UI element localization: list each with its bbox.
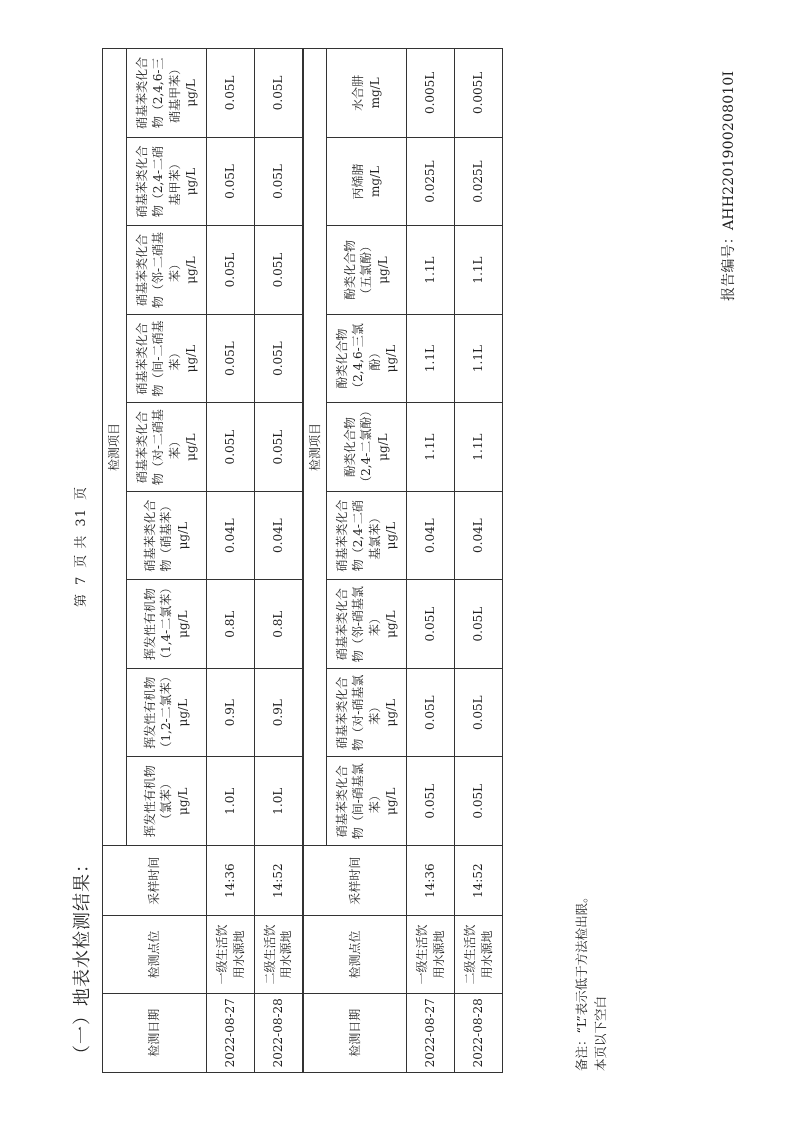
- table-row: [207, 49, 255, 1073]
- param-unit: mg/L: [367, 77, 382, 109]
- row-value: 0.04L: [255, 491, 303, 580]
- row-value: 0.05L: [207, 403, 255, 492]
- param-header: [127, 668, 207, 757]
- page-number: [70, 482, 89, 611]
- param-header: [127, 757, 207, 846]
- param-header: [327, 580, 407, 669]
- row-value: 0.04L: [207, 491, 255, 580]
- row-value: 0.05L: [255, 226, 303, 315]
- row-time: 14:52: [455, 845, 503, 915]
- param-header: [127, 491, 207, 580]
- row-value: 1.0L: [255, 757, 303, 846]
- param-name: 挥发性有机物（1,4-二氯苯）: [143, 581, 174, 665]
- param-unit: μg/L: [375, 256, 390, 284]
- page-suffix: 页: [74, 486, 89, 501]
- row-value: 0.05L: [207, 226, 255, 315]
- row-time: 14:36: [407, 845, 455, 915]
- param-name: 丙烯腈: [351, 163, 366, 200]
- param-header: [327, 226, 407, 315]
- param-header: [127, 314, 207, 403]
- row-value: 0.05L: [207, 137, 255, 226]
- param-header: [127, 49, 207, 138]
- row-value: 0.04L: [407, 491, 455, 580]
- param-unit: μg/L: [175, 521, 190, 550]
- row-date: 2022-08-28: [455, 993, 503, 1072]
- param-header: [327, 757, 407, 846]
- param-header: [327, 314, 407, 403]
- param-unit: μg/L: [175, 610, 190, 638]
- row-value: 0.025L: [455, 137, 503, 226]
- row-value: 0.05L: [255, 137, 303, 226]
- row-value: 0.8L: [255, 580, 303, 669]
- param-name: 硝基苯类化合物（2,4-二硝基氯苯）: [335, 499, 382, 572]
- row-date: 2022-08-27: [207, 993, 255, 1072]
- row-time: 14:52: [255, 845, 303, 915]
- param-unit: μg/L: [183, 433, 198, 461]
- param-name: 硝基苯类化合物（邻-二硝基苯）: [135, 232, 182, 309]
- param-unit: μg/L: [183, 167, 198, 196]
- page-current: 7: [74, 575, 89, 585]
- header-time: 采样时间: [303, 845, 407, 915]
- row-value: 0.05L: [407, 757, 455, 846]
- row-value: 0.05L: [455, 757, 503, 846]
- row-site: 二级生活饮用水源地: [255, 916, 303, 993]
- param-unit: μg/L: [183, 256, 198, 284]
- param-name: 硝基苯类化合物（2,4-二硝基甲苯）: [135, 145, 182, 218]
- param-name: 硝基苯类化合物（邻-硝基氯苯）: [335, 586, 382, 663]
- param-header: [127, 403, 207, 492]
- row-date: 2022-08-28: [255, 993, 303, 1072]
- param-unit: μg/L: [375, 433, 390, 461]
- row-value: 0.05L: [207, 49, 255, 138]
- row-value: 0.05L: [255, 49, 303, 138]
- header-items: 检测项目: [103, 49, 127, 846]
- param-header: [327, 49, 407, 138]
- param-name: 硝基苯类化合物（对-硝基氯苯）: [335, 674, 382, 751]
- row-value: 1.0L: [207, 757, 255, 846]
- row-value: 0.05L: [207, 314, 255, 403]
- page-mid: 页 共: [74, 534, 89, 568]
- param-name: 酚类化合物（2,4,6-三氯酚）: [335, 323, 382, 394]
- param-name: 挥发性有机物（氯苯）: [143, 765, 174, 838]
- param-header: [127, 580, 207, 669]
- results-table: [102, 48, 503, 1073]
- row-value: 1.1L: [407, 314, 455, 403]
- row-value: 1.1L: [455, 314, 503, 403]
- param-name: 酚类化合物（2,4-二氯酚）: [343, 404, 374, 488]
- note-limit: 备注：“L”表示低于方法检出限。: [574, 890, 589, 1071]
- row-value: 0.05L: [407, 668, 455, 757]
- param-header: [327, 491, 407, 580]
- note-blank: 本页以下空白: [593, 995, 609, 1071]
- param-header: [127, 137, 207, 226]
- row-value: 0.005L: [407, 49, 455, 138]
- row-site: 二级生活饮用水源地: [455, 916, 503, 993]
- row-value: 0.025L: [407, 137, 455, 226]
- param-header: [327, 668, 407, 757]
- notes: [572, 61, 611, 1071]
- section-title: （一）地表水检测结果：: [72, 854, 93, 1063]
- row-value: 0.05L: [255, 314, 303, 403]
- param-name: 硝基苯类化合物（间-硝基氯苯）: [335, 763, 382, 840]
- param-name: 硝基苯类化合物（对-二硝基苯）: [135, 409, 182, 486]
- param-unit: μg/L: [383, 698, 398, 727]
- table-row: [455, 49, 503, 1073]
- param-unit: μg/L: [175, 698, 190, 727]
- page-prefix: 第: [74, 592, 89, 607]
- row-value: 0.9L: [207, 668, 255, 757]
- header-site: 检测点位: [303, 916, 407, 993]
- row-value: 1.1L: [407, 403, 455, 492]
- param-name: 硝基苯类化合物（2,4,6-三硝基甲苯）: [135, 56, 182, 129]
- param-unit: μg/L: [383, 787, 398, 815]
- report-number: 报告编号：AHH2201900208010I: [721, 70, 737, 301]
- row-value: 1.1L: [407, 226, 455, 315]
- row-value: 0.9L: [255, 668, 303, 757]
- row-value: 1.1L: [455, 226, 503, 315]
- row-site: 一级生活饮用水源地: [207, 916, 255, 993]
- row-date: 2022-08-27: [407, 993, 455, 1072]
- row-value: 0.05L: [407, 580, 455, 669]
- param-name: 水合肼: [351, 74, 366, 111]
- param-name: 硝基苯类化合物（硝基苯）: [143, 499, 174, 572]
- row-value: 1.1L: [455, 403, 503, 492]
- header-site: 检测点位: [103, 916, 207, 993]
- row-value: 0.05L: [255, 403, 303, 492]
- row-value: 0.005L: [455, 49, 503, 138]
- param-unit: mg/L: [367, 165, 382, 198]
- group-title-row: [103, 49, 127, 1073]
- page-total: 31: [74, 508, 89, 527]
- row-value: 0.05L: [455, 580, 503, 669]
- row-site: 一级生活饮用水源地: [407, 916, 455, 993]
- param-unit: μg/L: [183, 79, 198, 107]
- group-title-row: [303, 49, 327, 1073]
- table-row: [407, 49, 455, 1073]
- row-value: 0.05L: [455, 668, 503, 757]
- param-unit: μg/L: [383, 344, 398, 373]
- header-date: 检测日期: [303, 993, 407, 1072]
- param-unit: μg/L: [175, 787, 190, 815]
- param-name: 挥发性有机物（1,2-二氯苯）: [143, 670, 174, 754]
- header-time: 采样时间: [103, 845, 207, 915]
- param-unit: μg/L: [383, 521, 398, 550]
- row-value: 0.8L: [207, 580, 255, 669]
- param-name: 硝基苯类化合物（间-二硝基苯）: [135, 320, 182, 397]
- param-header: [127, 226, 207, 315]
- header-date: 检测日期: [103, 993, 207, 1072]
- param-name: 酚类化合物（五氯酚）: [343, 240, 374, 301]
- table-row: [255, 49, 303, 1073]
- header-items: 检测项目: [303, 49, 327, 846]
- param-header: [327, 137, 407, 226]
- param-unit: μg/L: [183, 344, 198, 373]
- row-value: 0.04L: [455, 491, 503, 580]
- param-header: [327, 403, 407, 492]
- param-unit: μg/L: [383, 610, 398, 638]
- row-time: 14:36: [207, 845, 255, 915]
